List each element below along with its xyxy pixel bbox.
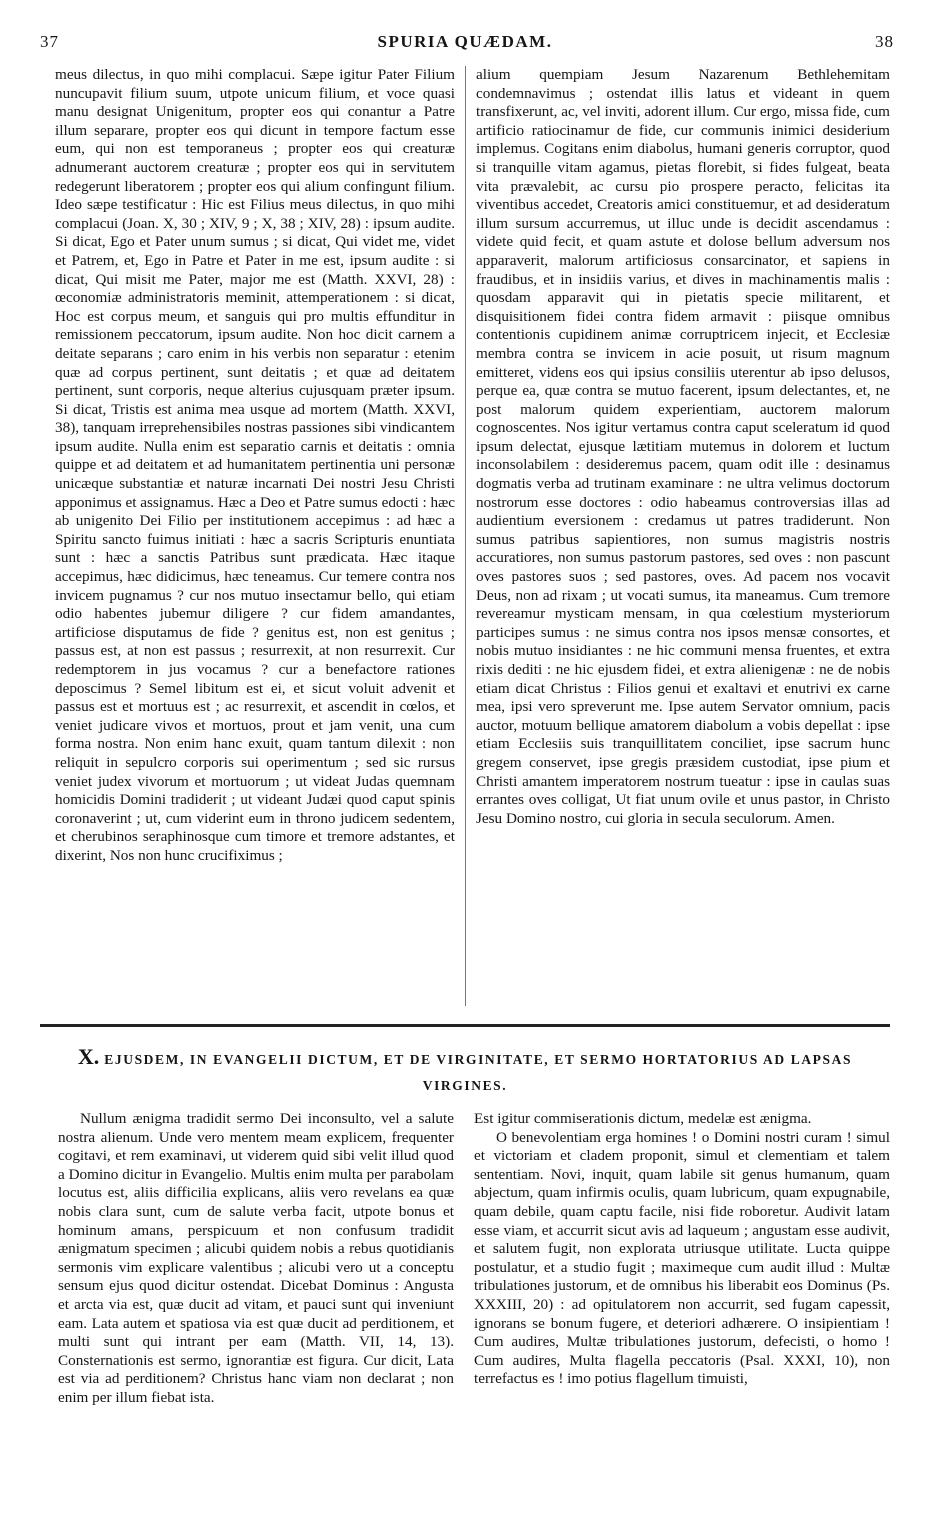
text-column-right-bottom: [474, 1110, 890, 1538]
body-paragraph: O benevolentiam erga homines ! o Domini nostri curam ! simul et victoriam et cladem proponit, simul et clementiam et talem sententiam. Novi, inquit, quam labile sit genus humanum, quam abjectum, quam infirmis oculis, quam lubricum, quam expugnabile, quam debile, quam captu facile, nisi fide roboretur. Audivit latam esse viam, et accurrit sicut avis ad laqueum ; angustam esse audivit, et salutem fugit, non explorata utriusque utilitate. Lucta quippe postulatur, et a studio fugit ; maximeque cum audit illud : Multæ tribulationes justorum, et de omnibus his liberabit eos Dominus (Ps. XXXIII, 20) : ad opitulatorem non accurrit, sed fugam capessit, ignorans se bonum fugere, et deteriori adhærere. O insipientiam ! Cum audires, Multæ tribulationes justorum, defecisti, o homo ! Cum audires, Multa flagella peccatoris (Psal. XXXI, 10), non terrefactus es ! imo potius flagellum timuisti,: [474, 1128, 890, 1388]
body-paragraph: meus dilectus, in quo mihi complacui. Sæpe igitur Pater Filium nuncupavit filium suum, utpote unicum filium, et voce quasi manu designat Unigenitum, propter eos qui conantur a Patre illum separare, propter eos qui dicunt in tempore factum esse eum, qui non est temporaneus ; propter eos qui creaturæ adnumerant auctorem creaturæ ; propter eos qui in servitutem redegerunt liberatorem ; propter eos qui alium confingunt filium. Ideo sæpe testificatur : Hic est Filius meus dilectus, in quo mihi complacui (Joan. X, 30 ; XIV, 9 ; X, 38 ; XIV, 28) : ipsum audite. Si dicat, Ego et Pater unum sumus ; si dicat, Qui videt me, videt et Patrem, et, Ego in Patre et Pater in me est, ipsum audite : si dicat, Qui misit me Pater, major me est (Matth. XXVI, 28) : œconomiæ administratoris meminit, attemperationem : si dicat, Hoc est corpus meum, et sanguis qui pro multis effunditur in remissionem peccatorum, ipsum audite. Non hoc dicit carnem a deitate separans ; caro enim in his verbis non separatur : etenim quæ ad corpus pertinent, sunt deitatis ; et quæ ad deitatem pertinent, sunt corporis, neque alterius cujusquam præter ipsum. Si dicat, Tristis est anima mea usque ad mortem (Matth. XXVI, 38), tanquam irreprehensibiles nostras passiones sibi vindicantem ipsum audite. Nulla enim est separatio carnis et deitatis : omnia quippe et ad deitatem et ad humanitatem pertinentia uni personæ unicæque substantiæ et naturæ incarnati Dei nostri Jesu Christi apponimus et assignamus. Hæc a Deo et Patre sumus edocti : hæc ab unigenito Dei Filio per institutionem accepimus : ad hæc a Spiritu sancto fuimus initiati : hæc a sacris Scripturis enuntiata sunt : hæc a sanctis Patribus sunt prædicata. Hæc itaque accepimus, hæc didicimus, hæc teneamus. Cur temere contra nos invicem pugnamus ? cur nos mutuo insectamur bello, qui etiam odio habentes jubemur diligere ? cur fidem amandantes, artificiose disputamus de fide ? genitus est, non est genitus ; passus est, at non est passus ; resurrexit, at non resurrexit. Cur redemptorem in jus vocamus ? cur a benefactore rationes deposcimus ? Semel libitum est ei, et sicut voluit advenit et passus est et mortuus est ; ac resurrexit, et ascendit in cœlos, et veniet judicare vivos et mortuos, prout et jam venit, una cum forma nostra. Non enim hanc exuit, quam tantum dilexit : non reliquit in sepulcro corporis sui operimentum ; sed sic rursus veniet judex vivorum et mortuorum ; ut videat Judas quemnam homicidis Domini tradiderit ; ut videant Judæi quod caput spinis coronaverint ; ut, cum viderint eum in throno judicem sedentem, et cherubinos seraphinosque cum timore et tremore adstantes, et dixerint, Nos non hunc crucifiximus ;: [55, 66, 455, 864]
section-title-line-2: VIRGINES.: [422, 1078, 508, 1093]
column-divider: [465, 66, 466, 1006]
body-paragraph: Est igitur commiserationis dictum, medelæ est ænigma.: [474, 1110, 812, 1127]
running-title: SPURIA QUÆDAM.: [377, 32, 553, 51]
section-heading: [40, 1044, 890, 1099]
body-paragraph: alium quempiam Jesum Nazarenum Bethlehemitam condemnavimus ; ostendat illis latus et videant in quem transfixerunt, ac, vel inviti, adorent illum. Cur ergo, missa fide, cum artificio ratiocinamur de fide, cur communis inimici desiderium implemus. Cogitans enim diabolus, humani generis corruptor, quod si tranquille vitam agamus, pietas florebit, si fides fulgeat, beata vita prævalebit, ac cursu pio prospere peracto, felicitas ita viventibus accedet, Creatoris amici constituemur, et ad desideratum illum sursum accurremus, ut illuc unde is decidit ascendamus : videte quid fecit, et quam astute et dolose bellum adversum nos apparaverit, malorum artificiosus consarcinator, et sapiens in fraudibus, et in insidiis varius, et dives in machinamentis malis : quosdam apparavit qui in pietatis specie militarent, et disquisitionem fidei contra fidem armavit : piisque omnibus contentionis cupidinem animæ corruptricem injecit, et Ecclesiæ membra contra se invicem in acie posuit, ut risum magnum emitteret, videns eos qui ipsius consiliis uterentur ab ipso delusos, perque ea, quæ contra se mutuo facerent, ipsum delectantes, et, ne post malorum quidem experientiam, auctorem malorum cognoscentes. Nos igitur vertamus contra caput sceleratum id quod ipsum delectat, ejusque lætitiam mutemus in dolorem et luctum inconsolabilem : desideremus pacem, quam odit ille : desinamus dogmatis verba ad trutinam examinare : ne ultra velimus doctorum nostrorum esse doctores : odio habeamus controversias illas ad audientium eversionem : credamus ut patres tradiderunt. Non sumus patribus sapientiores, non sumus magistris nostris accuratiores, non sumus pastorum pastores, sed oves : non pascunt oves pastores suos ; sed pastores, oves. Ad pacem nos vocavit Deus, non ad rixam ; ut vocati sumus, ita maneamus. Cum tremore revereamur mysticam mensam, in qua cœlestium mysteriorum participes sumus : ne simus contra nos ipsos mensæ consortes, et nobis mutuo insidiantes : ne hic communi mensa fruentes, et extra rixis dediti : ne hic ejusdem fidei, et extra alienigenæ : ne de nobis etiam dicat Christus : Filios genui et exaltavi et enutrivi ex carne mea, ipsi vero spreverunt me. Ipse autem Servator omnium, pacis auctor, motuum bellique amatorem diabolum a vobis depellat : ipse etiam Ecclesiis suis tranquillitatem conciliet, ipse sacrum hunc gregem conservet, ipse gregis præsidem custodiat, ipse pium et Christi amantem imperatorem nostrum tueatur : ipse in caulas suas errantes oves colligat, Ut fiat unum ovile et unus pastor, in Christo Jesu Domino nostro, cui gloria in secula seculorum. Amen.: [476, 66, 890, 827]
body-paragraph: Nullum ænigma tradidit sermo Dei inconsulto, vel a salute nostra alienum. Unde vero mentem meam explicem, frequenter cogitavi, et rem examinavi, ut viderem quid sibi velit illud quod a Domino dicitur in Evangelio. Multis enim multa per parabolam locutus est, aliis difficilia explicans, aliis vero revelans ea quæ nobis clara sunt, cum de salute verba facit, utpote bonus et hominum amans, perspicuum et non confusum tradidit ænigmatum specimen ; alicubi quidem nobis a rebus quotidianis sermonis vim explicare valentibus ; alicubi vero ut a conceptu sensum ejus quod dicitur ostendat. Dicebat Dominus : Angusta et arcta via est, quæ ducit ad vitam, et pauci sunt qui inveniunt eam. Lata autem et spatiosa via est quæ ducit ad perditionem, et multi sunt qui intrant per eam (Matth. VII, 14, 13). Consternationis est sermo, ignorantiæ est figura. Cur dicit, Lata est via ad perditionem? Christus hanc viam non declarat ; non enim per illum fiebat ista.: [58, 1110, 454, 1406]
page-number-right: 38: [875, 32, 894, 51]
running-head: [36, 32, 894, 56]
text-column-right-top: [476, 66, 890, 1012]
text-column-left-top: [55, 66, 455, 1012]
page-number-left: 37: [40, 32, 59, 51]
section-number: X.: [77, 1044, 100, 1069]
section-rule: [40, 1024, 890, 1027]
text-column-left-bottom: [58, 1110, 454, 1538]
section-title-line-1: EJUSDEM, IN EVANGELII DICTUM, ET DE VIRGINITATE, ET SERMO HORTATORIUS AD LAPSAS: [104, 1052, 853, 1067]
